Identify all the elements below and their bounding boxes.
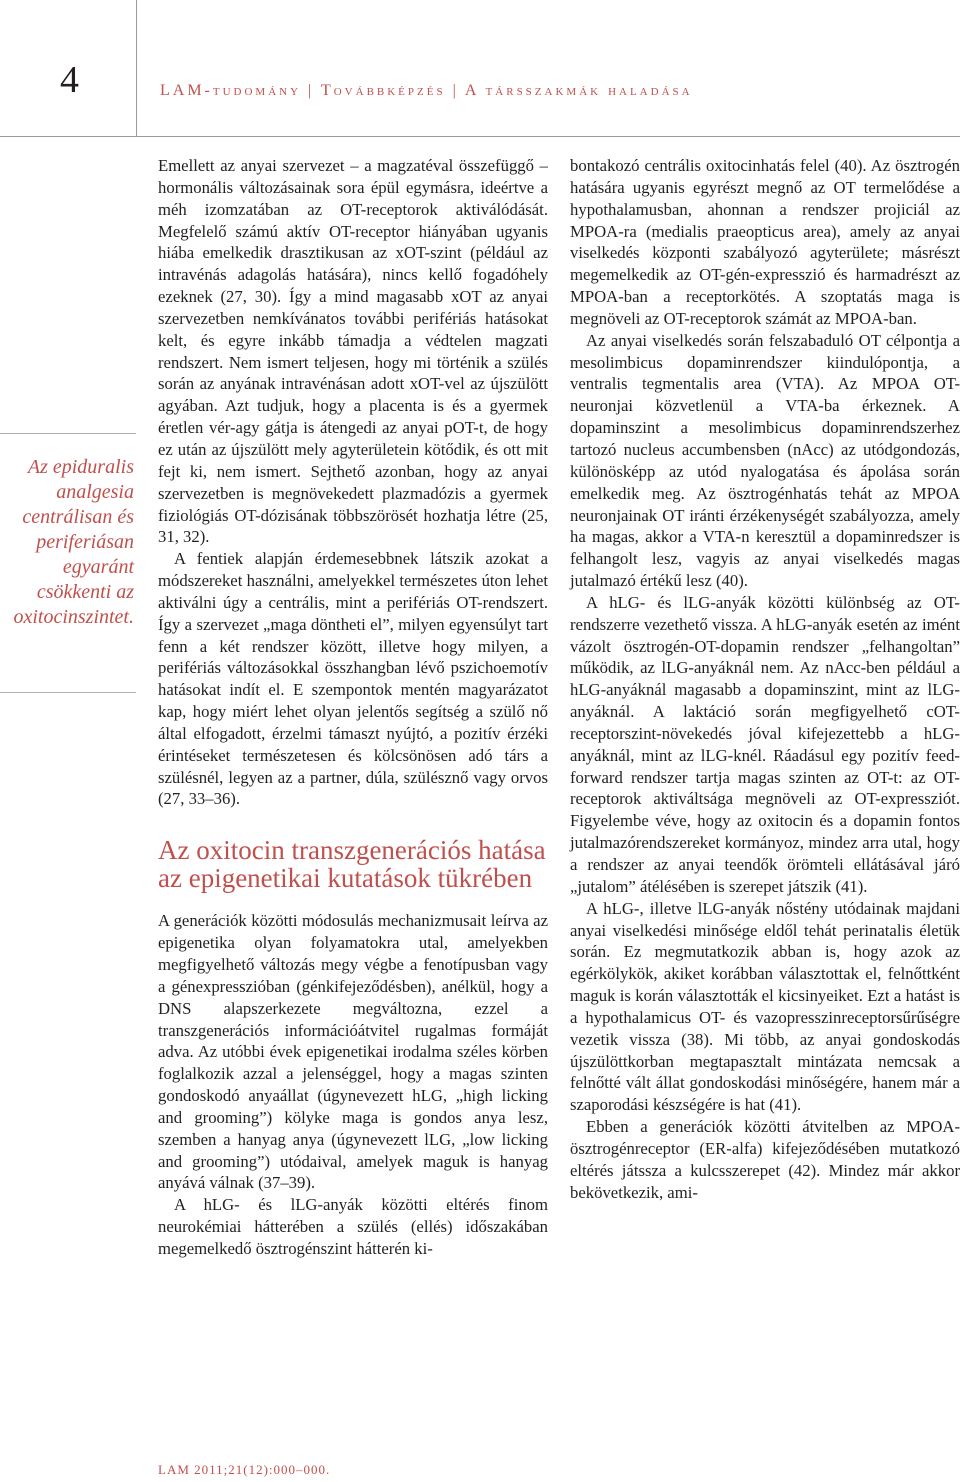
paragraph: A hLG-, illetve lLG-anyák nőstény utódainak majdani anyai viselkedési minősége eldől tehát perinatalis életük során. Ez megmutatkozik abban is, hogy azok az egérkölykök, akiket korábban választottak el, felnőttként maguk is korán választották el kicsinyeiket. Ezt a hatást is a hypothalamicus OT- és vazopresszinreceptorsűrűségre vezetik vissza (38). Mi több, az anyai gondoskodás újszülöttkorban megtapasztalt mintázata nemcsak a felnőtté vált állat gondoskodási minőségére, hanem már a szaporodási készségére is hat (41). xyxy=(570,898,960,1115)
header-vertical-rule xyxy=(136,0,137,136)
running-header-title: LAM-tudomány | Továbbképzés | A társszakmák haladása xyxy=(160,82,693,99)
right-column xyxy=(570,155,960,1204)
paragraph: A generációk közötti módosulás mechanizmusait leírva az epigenetika olyan folyamatokra utal, amelyekben megfigyelhető változás megy végbe a fenotípusban vagy a génexpresszióban (génkifejeződésben), anélkül, hogy a DNS alapszerkezete megváltozna, ezzel a transzgenerációs információátvitel rugalmas formáját adva. Az utóbbi évek epigenetikai irodalma széles körben foglalkozik azzal a jelenséggel, hogy a magas szinten gondoskodó anyaállat (úgynevezett hLG, „high licking and grooming”) kölyke maga is gondos anya lesz, szemben a hanyag anya (úgynevezett lLG, „low licking and grooming”) utódaival, amelyek maguk is hanyag anyává válnak (37–39). xyxy=(158,911,548,1193)
paragraph: Emellett az anyai szervezet – a magzatéval összefüggő – hormonális változásainak sora épül egymásra, ideértve a méh izomzatában az OT-receptorok aktiválódását. Megfelelő számú aktív OT-receptor hiányában ugyanis hiába emelkedik drasztikusan az xOT-szint (például az intravénás adagolás hatására), nincs kellő fogadóhely ezeknek (27, 30). Így a mind magasabb xOT az anyai szervezetben nemkívánatos további perifériás hatásokat kelt, és egyre inkább támadja a védtelen magzati rendszert. Nem ismert teljesen, hogy mi történik a szülés során az anyának intravénásan adott xOT-vel az újszülött agyában. Azt tudjuk, hogy a placenta is és a gyermek éretlen vér-agy gátja is átengedi az anyai pOT-t, de hogy ez után az újszülött mely agyterületein kötődik, és ott mit fejt ki, nem ismert. Sejthető azonban, hogy az anyai szervezetben is megnövekedett plazmadózis a gyermek fiziológiás OT-dózisának többszörösét hozhatja létre (25, 31, 32). xyxy=(158,156,548,547)
left-column xyxy=(158,155,548,1260)
paragraph: Ebben a generációk közötti átvitelben az MPOA-ösztrogénreceptor (ER-alfa) kifejeződésében mutatkozó eltérés játssza a kulcsszerepet (42). Mindez már akkor bekövetkezik, ami- xyxy=(570,1117,960,1202)
page-number: 4 xyxy=(60,59,79,101)
paragraph: A fentiek alapján érdemesebbnek látszik azokat a módszereket használni, amelyekkel természetes úton lehet aktiválni úgy a centrális, mint a perifériás OT-rendszert. Így a szervezet „maga döntheti el”, milyen egyensúlyt tart fenn a két rendszer között, illetve hogy milyen, a perifériás változásokkal összhangban lévő pszichoemotív hatásokat indít el. E szempontok mentén magyarázatot kap, hogy miért lehet olyan jelentős segítség a szülő nő által elfogadott, érzelmi támaszt nyújtó, a pozitív érzéki érintéseket természetesen és kölcsönösen adó társ a szülésnél, legyen az a partner, dúla, szülésznő vagy orvos (27, 33–36). xyxy=(158,549,548,809)
paragraph: bontakozó centrális oxitocinhatás felel (40). Az ösztrogén hatására ugyanis egyrészt megnő az OT termelődése a hypothalamusban, ahonnan a rendszer projiciál az MPOA-ra (medialis praeopticus area), amely az anyai viselkedés központi szabályozó agyterülete; másrészt megemelkedik az OT-gén-expresszió és harmadrészt az MPOA-ban a receptorkötés. A szoptatás maga is megnöveli az OT-receptorok számát az MPOA-ban. xyxy=(570,156,960,328)
section-heading: Az oxitocin transzgenerációs hatása az epigenetikai kutatások tükrében xyxy=(158,835,546,894)
pull-quote: Az epiduralis analgesia centrálisan és periferiásan egyaránt csökkenti az oxitocinszintet. xyxy=(13,456,134,628)
footer-citation: LAM 2011;21(12):000–000. xyxy=(158,1462,331,1477)
paragraph: A hLG- és lLG-anyák közötti különbség az OT-rendszerre vezethető vissza. A hLG-anyák esetén az imént vázolt ösztrogén-OT-dopamin rendszer „felhangoltan” működik, az lLG-anyáknál nem. Az nAcc-ben például a hLG-anyáknál magasabb a dopaminszint, mint az lLG-anyáknál. A laktáció során megfigyelhető cOT-receptorszint-növekedés jóval kifejezettebb a hLG-anyáknál, mint az lLG-knél. Ráadásul egy pozitív feed-forward rendszer tartja magas szinten az OT-t: az OT-receptorok aktiváltsága megnöveli az OT-expressziót. Figyelembe véve, hogy az oxitocin és a dopamin fontos jutalmazórendszereket kormányoz, mindez arra utal, hogy a rendszer az anyai teendők örömteli ellátásával járó „jutalom” átélésében is szerepet játszik (41). xyxy=(570,592,960,896)
header-horizontal-rule xyxy=(0,136,960,137)
paragraph: Az anyai viselkedés során felszabaduló OT célpontja a mesolimbicus dopaminrendszer kiindulópontja, a ventralis tegmentalis area (VTA). Az MPOA OT-neuronjai közvetlenül a VTA-ba érkeznek. A dopaminszint a mesolimbicus dopaminrendszerhez tartozó nucleus accumbensben (nAcc) az utódgondozás, különösképp az utód nyalogatása és ápolása során emelkedik meg. Az ösztrogénhatás tehát az MPOA neuronjainak OT iránti érzékenységét szabályozza, amely ha magas, akkor a VTA-n keresztül a dopaminredszer is felhangolt lesz, vagyis az anyai viselkedés magas jutalmazó értékű lesz (40). xyxy=(570,330,960,591)
paragraph: A hLG- és lLG-anyák közötti eltérés finom neurokémiai hátterében a szülés (ellés) időszakában megemelkedő ösztrogénszint hátterén ki- xyxy=(158,1195,548,1258)
